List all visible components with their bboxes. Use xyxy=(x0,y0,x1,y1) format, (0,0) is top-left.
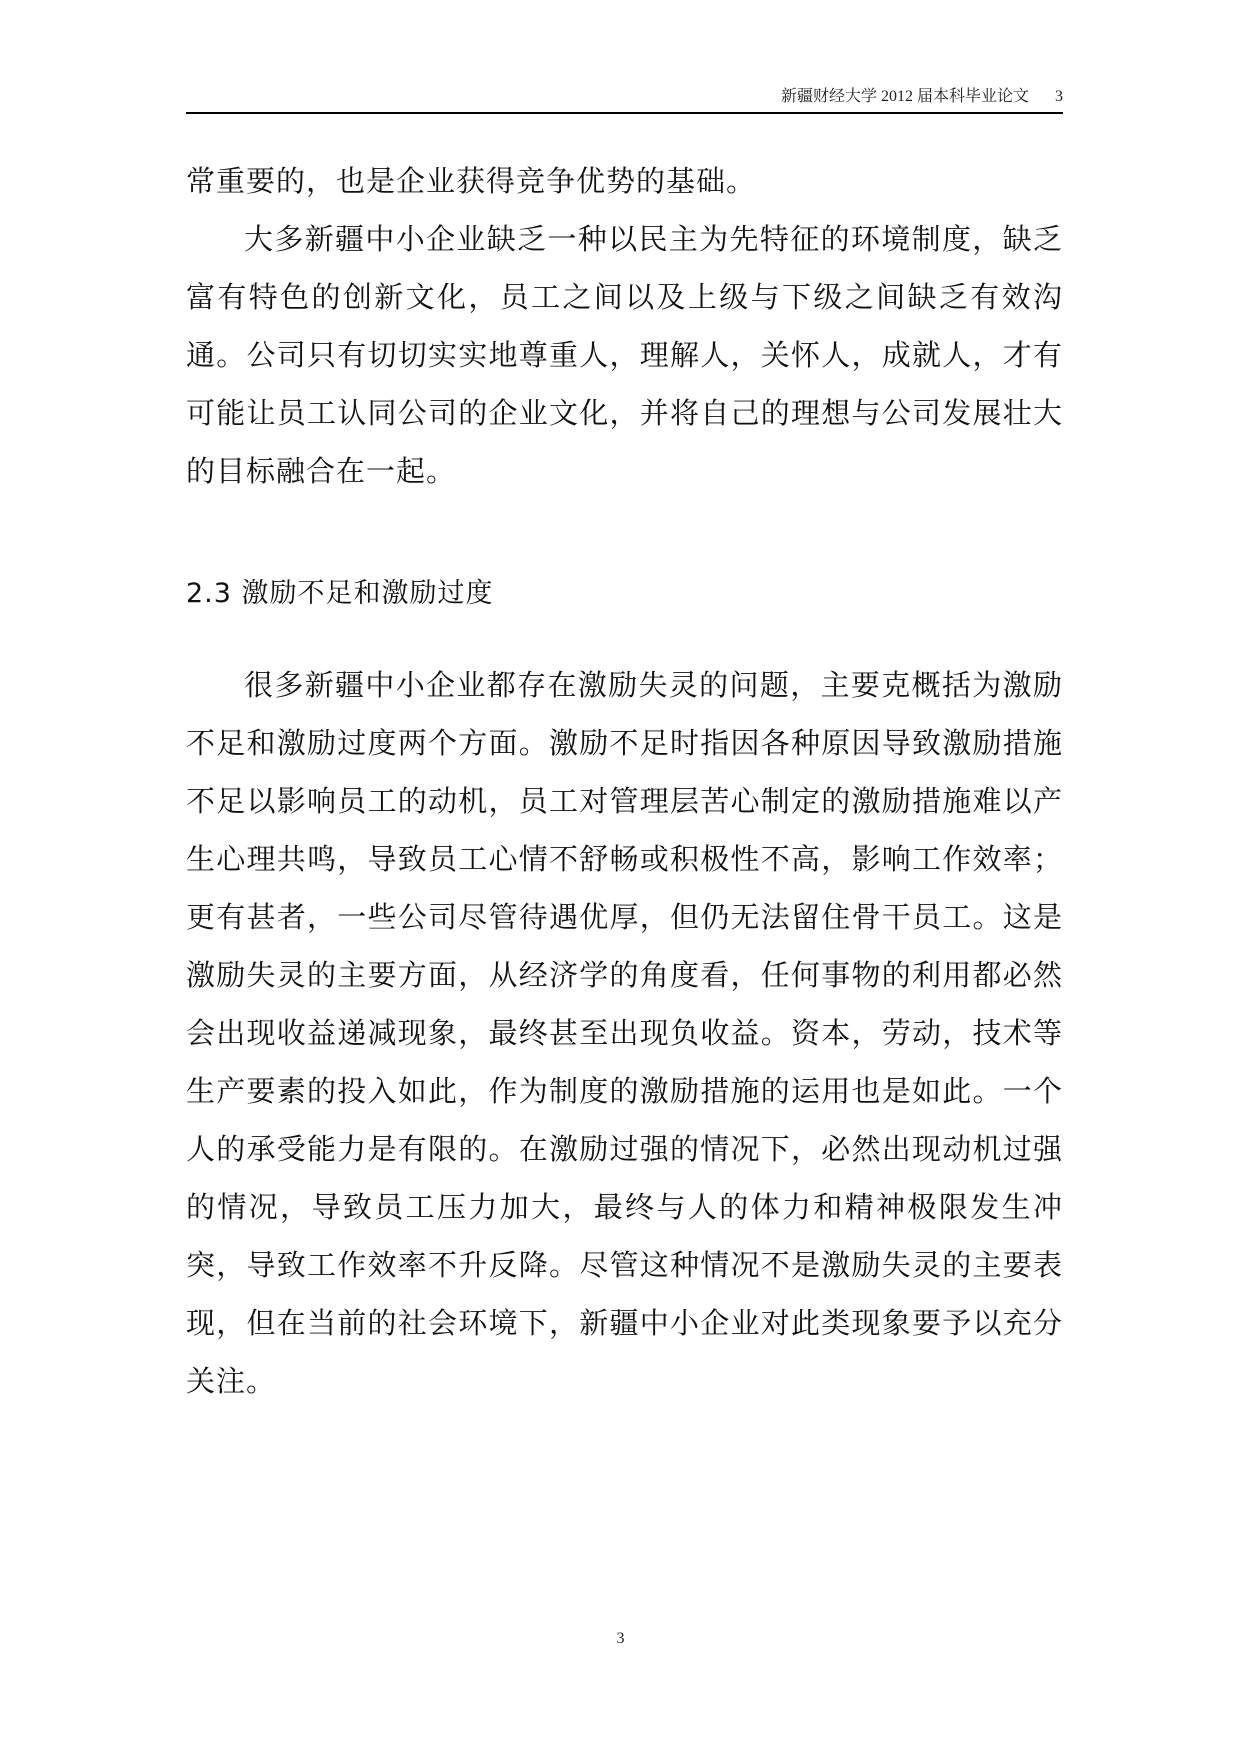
continuation-paragraph: 常重要的，也是企业获得竞争优势的基础。 xyxy=(186,164,757,198)
paragraph-text: 大多新疆中小企业缺乏一种以民主为先特征的环境制度，缺乏富有特色的创新文化，员工之间以及上级与下级之间缺乏有效沟通。公司只有切切实实地尊重人，理解人，关怀人，成就人，才有可能让员工认同公司的企业文化，并将自己的理想与公司发展壮大的目标融合在一起。 xyxy=(186,222,1063,488)
paragraph xyxy=(186,656,1063,1410)
header-title: 新疆财经大学 2012 届本科毕业论文 xyxy=(780,88,1029,105)
header-page-number: 3 xyxy=(1055,88,1063,105)
footer-page-number: 3 xyxy=(616,1630,625,1647)
section-heading: 2.3 激励不足和激励过度 xyxy=(186,578,494,609)
paragraph-text: 很多新疆中小企业都存在激励失灵的问题，主要克概括为激励不足和激励过度两个方面。激励不足时指因各种原因导致激励措施不足以影响员工的动机，员工对管理层苦心制定的激励措施难以产生心理共鸣，导致员工心情不舒畅或积极性不高，影响工作效率；更有甚者，一些公司尽管待遇优厚，但仍无法留住骨干员工。这是激励失灵的主要方面，从经济学的角度看，任何事物的利用都必然会出现收益递减现象，最终甚至出现负收益。资本，劳动，技术等生产要素的投入如此，作为制度的激励措施的运用也是如此。一个人的承受能力是有限的。在激励过强的情况下，必然出现动机过强的情况，导致员工压力加大，最终与人的体力和精神极限发生冲突，导致工作效率不升反降。尽管这种情况不是激励失灵的主要表现，但在当前的社会环境下，新疆中小企业对此类现象要予以充分关注。 xyxy=(186,668,1063,1398)
paragraph xyxy=(186,210,1063,500)
running-header xyxy=(186,86,1063,114)
